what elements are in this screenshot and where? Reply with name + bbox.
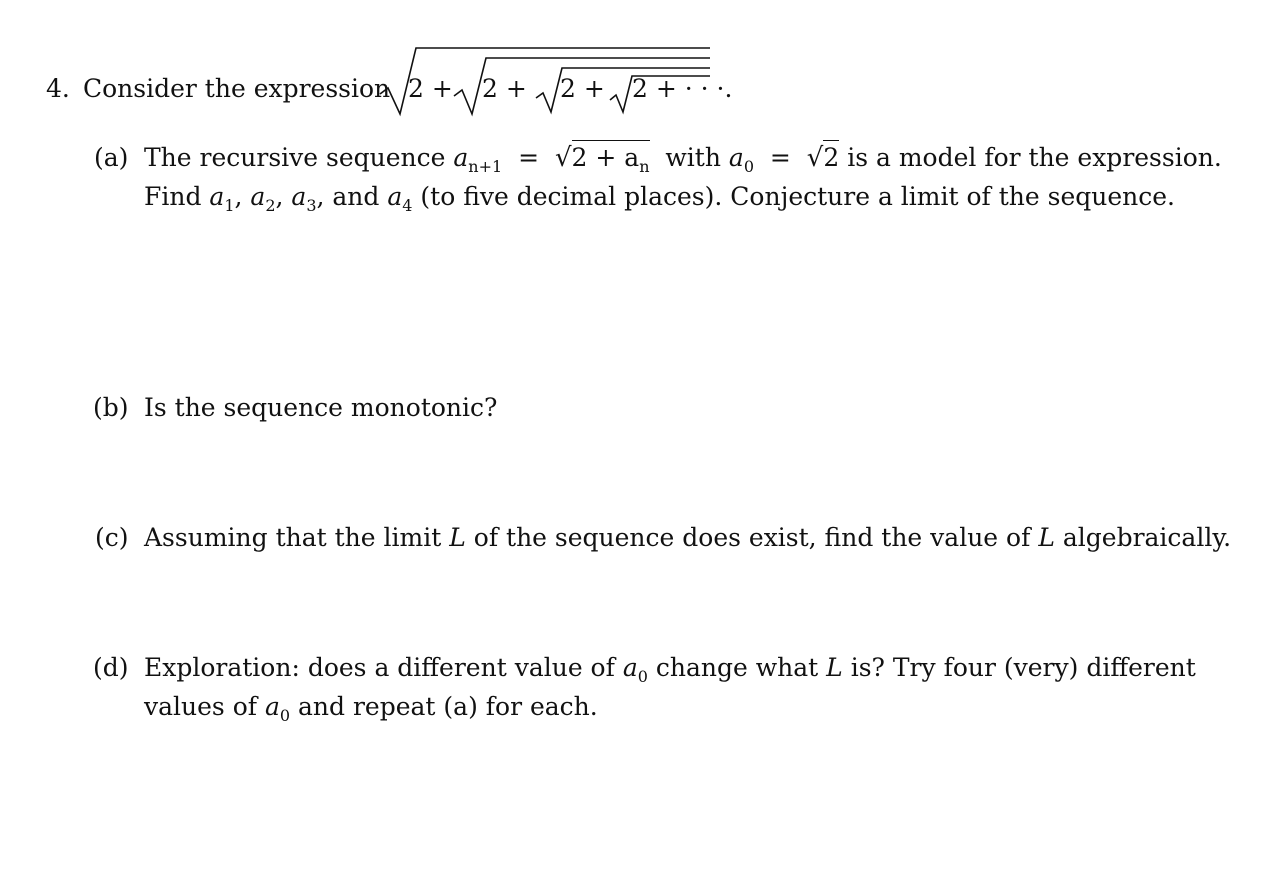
var-a0: a [728, 143, 744, 172]
var-a1: a [209, 182, 225, 211]
find-word: Find [144, 182, 202, 211]
sub-4: 4 [402, 196, 413, 215]
equals-2: = [769, 143, 791, 172]
part-c-line [144, 523, 1231, 552]
part-b-text: Is the sequence monotonic? [144, 393, 498, 422]
with-word: with [665, 143, 721, 172]
part-a-line2-rest: (to five decimal places). Conjecture a limit of the sequence. [420, 182, 1175, 211]
part-c-label: (c) [95, 523, 129, 552]
sub-2: 2 [265, 196, 276, 215]
var-a0-d2: a [264, 692, 280, 721]
part-d-line2 [144, 692, 598, 725]
part-d-text1: Exploration: does a different value of [144, 653, 615, 682]
part-a-text2: is a model for the expression. [847, 143, 1222, 172]
sub-0-d2: 0 [279, 706, 291, 725]
part-d-label: (d) [93, 653, 129, 682]
part-c-text3: algebraically. [1062, 523, 1232, 552]
expr-tail: 2 + · · ·. [632, 74, 733, 103]
expr-term-3: 2 + [560, 74, 605, 103]
sub-n: n [639, 157, 650, 176]
var-L-2: L [1038, 523, 1055, 552]
part-d-text2: change what [655, 653, 819, 682]
equals: = [518, 143, 540, 172]
problem-number: 4. [46, 74, 70, 103]
part-d-text3: is? Try four (very) different [850, 653, 1196, 682]
problem-intro: Consider the expression [83, 74, 391, 103]
sub-0-d: 0 [637, 667, 648, 686]
sqrt-two: 2 [823, 140, 839, 172]
var-a0-d: a [622, 653, 638, 682]
part-d-line1 [144, 653, 1196, 686]
part-d-line2-b: and repeat (a) for each. [298, 692, 598, 721]
part-d-line2-a: values of [144, 692, 258, 721]
sqrt-icon-2: √ [806, 143, 824, 173]
sub-3: 3 [306, 196, 317, 215]
expr-term-2: 2 + [482, 74, 527, 103]
comma-1: , [234, 182, 243, 211]
sqrt-icon: √ [554, 143, 572, 173]
and-word: and [332, 182, 380, 211]
part-a-text1: The recursive sequence [144, 143, 446, 172]
sub-0: 0 [743, 157, 754, 176]
radicand-body: 2 + a [571, 143, 640, 172]
sub-n1: n+1 [468, 157, 503, 176]
comma-3: , [316, 182, 325, 211]
var-a3: a [291, 182, 307, 211]
part-c-text1: Assuming that the limit [144, 523, 442, 552]
var-L: L [449, 523, 466, 552]
expr-term-1: 2 + [408, 74, 453, 103]
var-a2: a [250, 182, 266, 211]
comma-2: , [275, 182, 284, 211]
part-b-label: (b) [93, 393, 129, 422]
part-a-line1 [144, 143, 1222, 176]
part-a-label: (a) [94, 143, 129, 172]
radicand [571, 140, 650, 176]
var-a: a [453, 143, 469, 172]
part-c-text2: of the sequence does exist, find the value of [473, 523, 1031, 552]
var-L-d: L [826, 653, 843, 682]
sub-1: 1 [224, 196, 235, 215]
part-a-line2 [144, 182, 1175, 215]
var-a4: a [387, 182, 403, 211]
